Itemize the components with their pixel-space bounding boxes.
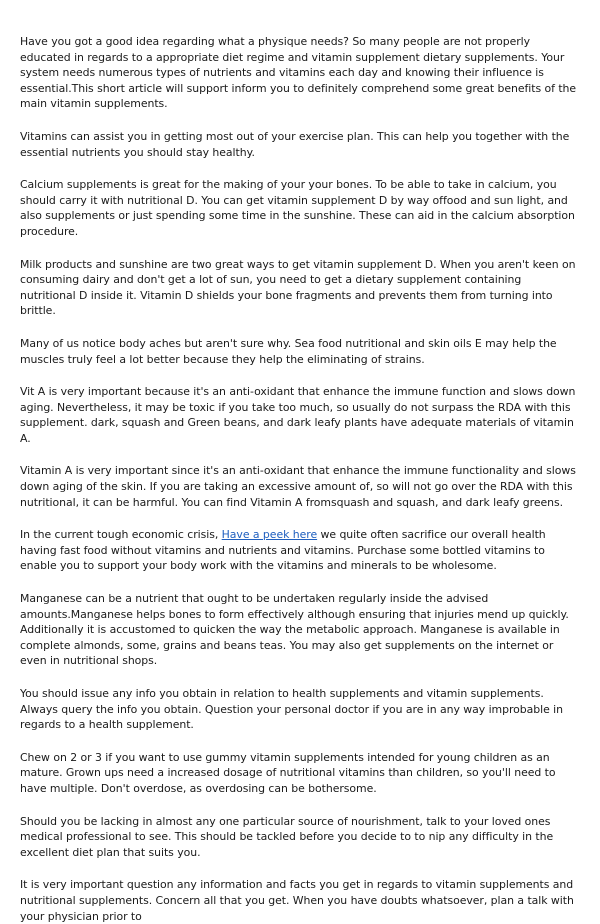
- paragraph-question-supplements: It is very important question any information and facts you get in regards to vitamin supplements and nutritional supplements. Concern all that you get. When you have doubts whatsoever, plan a talk with your physician prior to: [20, 878, 574, 923]
- paragraph-nutrient-lack: Should you be lacking in almost any one particular source of nourishment, talk to your loved ones medical professional to see. This should be tackled before you decide to to nip any difficulty in the excellent diet plan that suits you.: [20, 814, 554, 859]
- paragraph-body-aches: Many of us notice body aches but aren't sure why. Sea food nutritional and skin oils E may help the muscles truly feel a lot better because they help the eliminating of strains.: [20, 336, 557, 366]
- paragraph-exercise: Vitamins can assist you in getting most out of your exercise plan. This can help you together with the essential nutrients you should stay healthy.: [20, 129, 570, 159]
- paragraph-vitamin-a-skin: Vitamin A is very important since it's an anti-oxidant that enhance the immune functionality and slows down aging of the skin. If you are taking an excessive amount of, so will not go over the RDA with this nutritional, it can be harmful. You can find Vitamin A fromsquash and squash, and dark leafy greens.: [20, 464, 576, 509]
- paragraph-economic-crisis: [20, 527, 580, 574]
- paragraph-gummy-vitamins: Chew on 2 or 3 if you want to use gummy vitamin supplements intended for young children as an mature. Grown ups need a increased dosage of nutritional vitamins than children, so you'll need to have multiple. Don't overdose, as overdosing can be bothersome.: [20, 750, 556, 795]
- paragraph-question-info: You should issue any info you obtain in relation to health supplements and vitamin supplements. Always query the info you obtain. Question your personal doctor if you are in any way improbable in regards to a health supplement.: [20, 687, 563, 732]
- paragraph-intro: Have you got a good idea regarding what a physique needs? So many people are not properly educated in regards to a appropriate diet regime and vitamin supplement dietary supplements. Your system needs numerous types of nutrients and vitamins each day and knowing their influence is essential.This short article will support inform you to definitely comprehend some great benefits of the main vitamin supplements.: [20, 35, 577, 111]
- paragraph-milk-sunshine: Milk products and sunshine are two great ways to get vitamin supplement D. When you aren't keen on consuming dairy and don't get a lot of sun, you need to get a dietary supplement containing nutritional D inside it. Vitamin D shields your bone fragments and prevents them from turning into brittle.: [20, 257, 576, 318]
- crisis-text-after: we quite often sacrifice our overall health having fast food without vitamins and nutrients and vitamins. Purchase some bottled vitamins to enable you to support your body work with the vitamins and minerals to be wholesome.: [20, 528, 546, 573]
- paragraph-vitamin-a-aging: Vit A is very important because it's an anti-oxidant that enhance the immune function and slows down aging. Nevertheless, it may be toxic if you take too much, so usually do not surpass the RDA with this supplement. dark, squash and Green beans, and dark leafy plants have adequate materials of vitamin A.: [20, 385, 576, 445]
- paragraph-calcium: Calcium supplements is great for the making of your your bones. To be able to take in calcium, you should carry it with nutritional D. You can get vitamin supplement D by way offood and sun light, and also supplements or just spending some time in the sunshine. These can aid in the calcium absorption procedure.: [20, 178, 575, 238]
- paragraph-manganese: Manganese can be a nutrient that ought to be undertaken regularly inside the advised amounts.Manganese helps bones to form effectively although ensuring that injuries mend up quickly. Additionally it is accustomed to quicken the way the metabolic approach. Manganese is available in complete almonds, some, grains and beans teas. You may also get supplements on the internet or even in nutritional shops.: [20, 592, 569, 668]
- have-a-peek-here-link[interactable]: Have a peek here: [221, 528, 318, 542]
- crisis-text-before: In the current tough economic crisis,: [20, 528, 222, 542]
